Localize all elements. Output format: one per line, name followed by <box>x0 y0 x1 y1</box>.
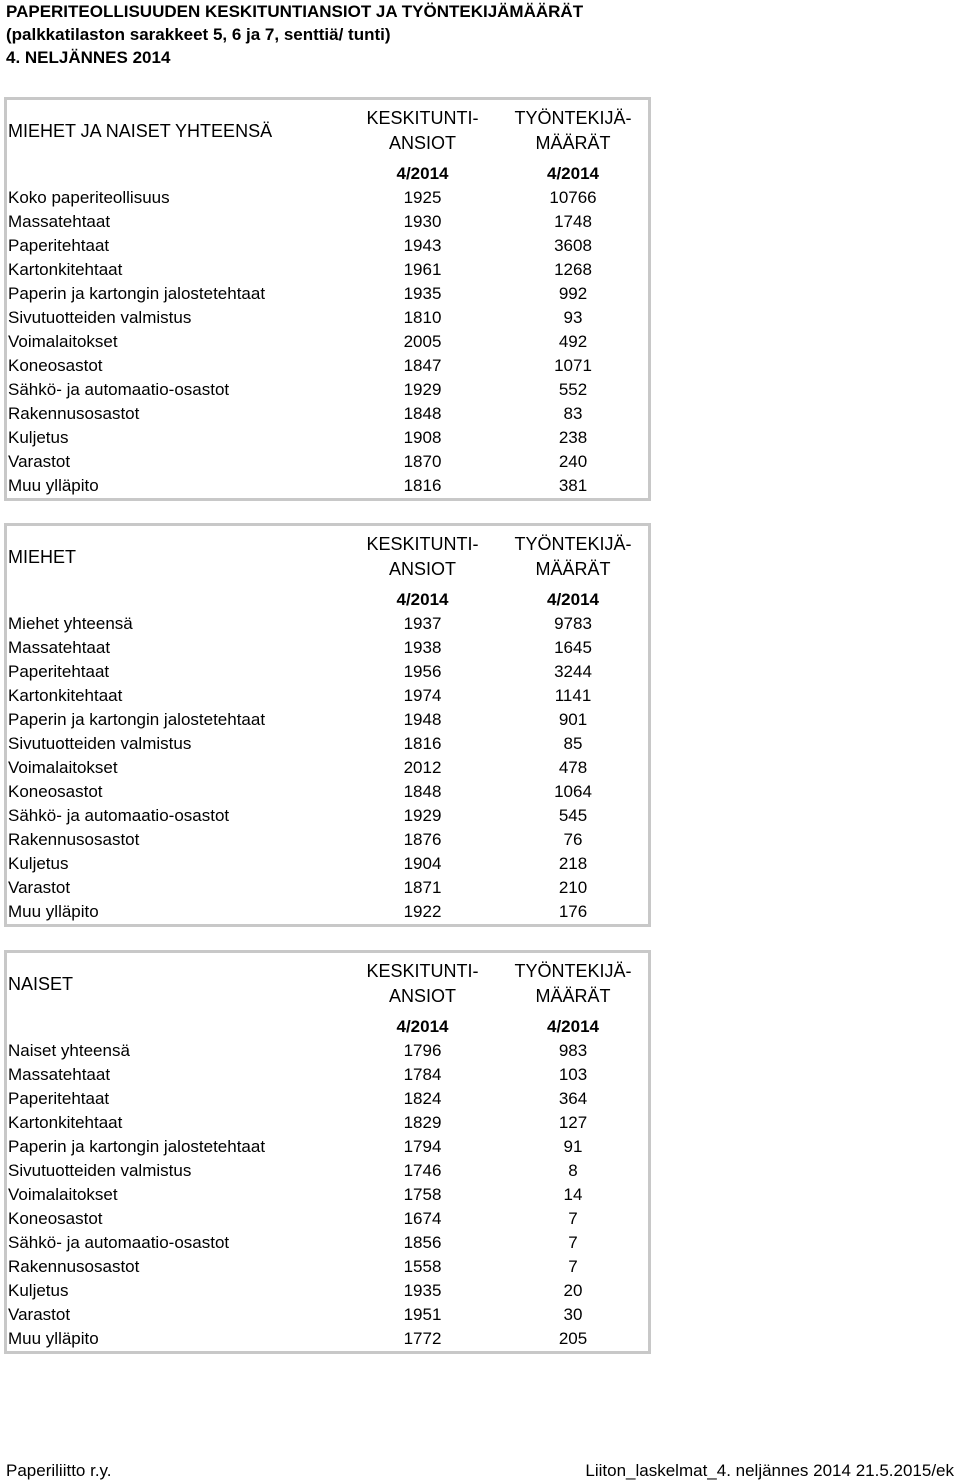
earnings-column-header <box>347 526 498 588</box>
section-title: NAISET <box>8 973 74 994</box>
title-line-1: PAPERITEOLLISUUDEN KESKITUNTIANSIOT JA TYÖNTEKIJÄMÄÄRÄT <box>6 2 584 21</box>
table-row <box>7 1111 648 1135</box>
table-row <box>7 852 648 876</box>
earnings-header-line-1: KESKITUNTI- <box>366 534 479 554</box>
earnings-value: 1935 <box>403 1281 442 1300</box>
row-label: Sähkö- ja automaatio-osastot <box>8 806 230 825</box>
workers-header-line-2: MÄÄRÄT <box>535 986 611 1006</box>
earnings-value: 1558 <box>403 1257 442 1276</box>
row-label: Koneosastot <box>8 1209 103 1228</box>
workers-value: 545 <box>558 806 588 825</box>
workers-period: 4/2014 <box>547 164 599 183</box>
earnings-value: 1848 <box>403 782 442 801</box>
row-label: Massatehtaat <box>8 638 111 657</box>
row-label: Miehet yhteensä <box>8 614 133 633</box>
earnings-value: 1922 <box>403 902 442 921</box>
workers-value: 9783 <box>554 614 592 633</box>
workers-header-line-2: MÄÄRÄT <box>535 559 611 579</box>
row-label: Koko paperiteollisuus <box>8 188 170 207</box>
period-row <box>7 162 648 186</box>
table-row <box>7 234 648 258</box>
table-row <box>7 186 648 210</box>
workers-value: 3608 <box>554 236 592 255</box>
row-label: Sivutuotteiden valmistus <box>8 308 192 327</box>
table-row <box>7 900 648 924</box>
earnings-value: 1674 <box>403 1209 442 1228</box>
table-row <box>7 306 648 330</box>
table-row <box>7 636 648 660</box>
earnings-value: 1935 <box>403 284 442 303</box>
row-label: Varastot <box>8 878 71 897</box>
header-row <box>7 100 648 162</box>
row-label: Voimalaitokset <box>8 332 118 351</box>
table-row <box>7 474 648 498</box>
row-label: Sivutuotteiden valmistus <box>8 1161 192 1180</box>
table-row <box>7 684 648 708</box>
workers-value: 7 <box>568 1209 578 1228</box>
workers-value: 1645 <box>554 638 592 657</box>
table-row <box>7 1087 648 1111</box>
workers-value: 205 <box>558 1329 588 1348</box>
row-label: Kuljetus <box>8 428 69 447</box>
earnings-value: 1870 <box>403 452 442 471</box>
workers-value: 103 <box>558 1065 588 1084</box>
earnings-value: 1943 <box>403 236 442 255</box>
earnings-value: 1974 <box>403 686 442 705</box>
earnings-value: 1908 <box>403 428 442 447</box>
row-label: Muu ylläpito <box>8 1329 99 1348</box>
workers-value: 14 <box>563 1185 583 1204</box>
table-row <box>7 732 648 756</box>
workers-value: 992 <box>558 284 588 303</box>
workers-value: 76 <box>563 830 583 849</box>
workers-value: 492 <box>558 332 588 351</box>
table-row <box>7 1327 648 1351</box>
header-row <box>7 526 648 588</box>
earnings-value: 1856 <box>403 1233 442 1252</box>
workers-value: 238 <box>558 428 588 447</box>
table-row <box>7 612 648 636</box>
earnings-value: 1871 <box>403 878 442 897</box>
earnings-value: 2012 <box>403 758 442 777</box>
table-row <box>7 708 648 732</box>
workers-value: 85 <box>563 734 583 753</box>
table-row <box>7 402 648 426</box>
table-row <box>7 378 648 402</box>
period-row <box>7 1015 648 1039</box>
row-label: Rakennusosastot <box>8 830 140 849</box>
earnings-value: 1772 <box>403 1329 442 1348</box>
period-spacer <box>7 1015 347 1039</box>
earnings-period: 4/2014 <box>396 1017 449 1036</box>
table-row <box>7 1303 648 1327</box>
workers-value: 91 <box>563 1137 583 1156</box>
row-label: Rakennusosastot <box>8 1257 140 1276</box>
table-row <box>7 828 648 852</box>
earnings-header-line-1: KESKITUNTI- <box>366 108 479 128</box>
footer-file-reference: Liiton_laskelmat_4. neljännes 2014 21.5.2015/ek <box>585 1461 954 1480</box>
row-label: Kartonkitehtaat <box>8 260 123 279</box>
row-label: Paperitehtaat <box>8 236 110 255</box>
table-row <box>7 1063 648 1087</box>
table-row <box>7 450 648 474</box>
workers-value: 1071 <box>554 356 592 375</box>
earnings-column-header <box>347 953 498 1015</box>
table-row <box>7 354 648 378</box>
header-row <box>7 953 648 1015</box>
workers-value: 10766 <box>549 188 597 207</box>
workers-column-header <box>498 100 648 162</box>
workers-value: 7 <box>568 1233 578 1252</box>
workers-value: 381 <box>558 476 588 495</box>
row-label: Varastot <box>8 1305 71 1324</box>
table-row <box>7 1279 648 1303</box>
earnings-value: 1746 <box>403 1161 442 1180</box>
workers-value: 1268 <box>554 260 592 279</box>
workers-value: 1141 <box>554 686 592 705</box>
table-row <box>7 1231 648 1255</box>
row-label: Naiset yhteensä <box>8 1041 130 1060</box>
earnings-value: 1829 <box>403 1113 442 1132</box>
workers-value: 364 <box>558 1089 588 1108</box>
section-table-block <box>4 97 651 501</box>
row-label: Koneosastot <box>8 782 103 801</box>
earnings-value: 1816 <box>403 476 442 495</box>
row-label: Voimalaitokset <box>8 1185 118 1204</box>
row-label: Koneosastot <box>8 356 103 375</box>
table-row <box>7 804 648 828</box>
earnings-header-line-2: ANSIOT <box>388 559 456 579</box>
earnings-value: 1929 <box>403 380 442 399</box>
row-label: Paperin ja kartongin jalostetehtaat <box>8 284 266 303</box>
row-label: Sähkö- ja automaatio-osastot <box>8 380 230 399</box>
workers-value: 83 <box>563 404 583 423</box>
row-label: Kuljetus <box>8 854 69 873</box>
workers-value: 7 <box>568 1257 578 1276</box>
earnings-value: 1938 <box>403 638 442 657</box>
earnings-value: 1758 <box>403 1185 442 1204</box>
workers-period: 4/2014 <box>547 590 599 609</box>
workers-value: 983 <box>558 1041 588 1060</box>
title-line-2: (palkkatilaston sarakkeet 5, 6 ja 7, senttiä/ tunti) <box>6 25 391 44</box>
table-row <box>7 876 648 900</box>
earnings-period: 4/2014 <box>396 590 449 609</box>
row-label: Massatehtaat <box>8 1065 111 1084</box>
period-spacer <box>7 162 347 186</box>
workers-header-line-1: TYÖNTEKIJÄ- <box>514 108 632 128</box>
earnings-header-line-2: ANSIOT <box>388 133 456 153</box>
workers-value: 901 <box>558 710 588 729</box>
table-row <box>7 210 648 234</box>
table-row <box>7 756 648 780</box>
workers-value: 8 <box>568 1161 578 1180</box>
earnings-header-line-2: ANSIOT <box>388 986 456 1006</box>
period-spacer <box>7 588 347 612</box>
earnings-value: 1876 <box>403 830 442 849</box>
workers-column-header <box>498 526 648 588</box>
row-label: Kartonkitehtaat <box>8 686 123 705</box>
table-row <box>7 1039 648 1063</box>
row-label: Sähkö- ja automaatio-osastot <box>8 1233 230 1252</box>
row-label: Massatehtaat <box>8 212 111 231</box>
workers-header-line-1: TYÖNTEKIJÄ- <box>514 534 632 554</box>
workers-value: 20 <box>563 1281 583 1300</box>
earnings-value: 2005 <box>403 332 442 351</box>
row-label: Sivutuotteiden valmistus <box>8 734 192 753</box>
table-row <box>7 258 648 282</box>
table-row <box>7 780 648 804</box>
section-table <box>7 100 648 498</box>
workers-value: 1064 <box>554 782 592 801</box>
row-label: Paperitehtaat <box>8 1089 110 1108</box>
workers-value: 478 <box>558 758 588 777</box>
table-row <box>7 282 648 306</box>
workers-period: 4/2014 <box>547 1017 599 1036</box>
row-label: Paperin ja kartongin jalostetehtaat <box>8 710 266 729</box>
earnings-value: 1937 <box>403 614 442 633</box>
earnings-value: 1796 <box>403 1041 442 1060</box>
earnings-value: 1784 <box>403 1065 442 1084</box>
workers-value: 218 <box>558 854 588 873</box>
earnings-value: 1951 <box>403 1305 442 1324</box>
table-row <box>7 1183 648 1207</box>
workers-column-header <box>498 953 648 1015</box>
table-row <box>7 1135 648 1159</box>
table-row <box>7 426 648 450</box>
workers-value: 127 <box>558 1113 588 1132</box>
table-row <box>7 330 648 354</box>
section-table <box>7 953 648 1351</box>
earnings-period: 4/2014 <box>396 164 449 183</box>
row-label: Kartonkitehtaat <box>8 1113 123 1132</box>
earnings-value: 1847 <box>403 356 442 375</box>
workers-header-line-2: MÄÄRÄT <box>535 133 611 153</box>
row-label: Paperin ja kartongin jalostetehtaat <box>8 1137 266 1156</box>
row-label: Kuljetus <box>8 1281 69 1300</box>
earnings-value: 1794 <box>403 1137 442 1156</box>
earnings-value: 1956 <box>403 662 442 681</box>
earnings-value: 1810 <box>403 308 442 327</box>
row-label: Paperitehtaat <box>8 662 110 681</box>
earnings-column-header <box>347 100 498 162</box>
workers-value: 176 <box>558 902 588 921</box>
earnings-value: 1904 <box>403 854 442 873</box>
workers-value: 1748 <box>554 212 592 231</box>
table-row <box>7 1255 648 1279</box>
earnings-value: 1824 <box>403 1089 442 1108</box>
workers-header-line-1: TYÖNTEKIJÄ- <box>514 961 632 981</box>
earnings-value: 1848 <box>403 404 442 423</box>
earnings-value: 1961 <box>403 260 442 279</box>
row-label: Muu ylläpito <box>8 476 99 495</box>
row-label: Varastot <box>8 452 71 471</box>
workers-value: 240 <box>558 452 588 471</box>
earnings-value: 1930 <box>403 212 442 231</box>
row-label: Muu ylläpito <box>8 902 99 921</box>
table-row <box>7 660 648 684</box>
document-title <box>6 0 583 69</box>
earnings-value: 1816 <box>403 734 442 753</box>
workers-value: 30 <box>563 1305 583 1324</box>
row-label: Rakennusosastot <box>8 404 140 423</box>
section-table-block <box>4 523 651 927</box>
workers-value: 3244 <box>554 662 592 681</box>
earnings-value: 1948 <box>403 710 442 729</box>
section-table <box>7 526 648 924</box>
earnings-value: 1929 <box>403 806 442 825</box>
period-row <box>7 588 648 612</box>
row-label: Voimalaitokset <box>8 758 118 777</box>
section-title: MIEHET <box>8 546 77 567</box>
workers-value: 210 <box>558 878 588 897</box>
section-table-block <box>4 950 651 1354</box>
table-row <box>7 1207 648 1231</box>
earnings-header-line-1: KESKITUNTI- <box>366 961 479 981</box>
workers-value: 93 <box>563 308 583 327</box>
title-line-3: 4. NELJÄNNES 2014 <box>6 48 171 67</box>
workers-value: 552 <box>558 380 588 399</box>
footer-organization: Paperiliitto r.y. <box>6 1461 112 1480</box>
earnings-value: 1925 <box>403 188 442 207</box>
table-row <box>7 1159 648 1183</box>
section-title: MIEHET JA NAISET YHTEENSÄ <box>8 120 273 141</box>
